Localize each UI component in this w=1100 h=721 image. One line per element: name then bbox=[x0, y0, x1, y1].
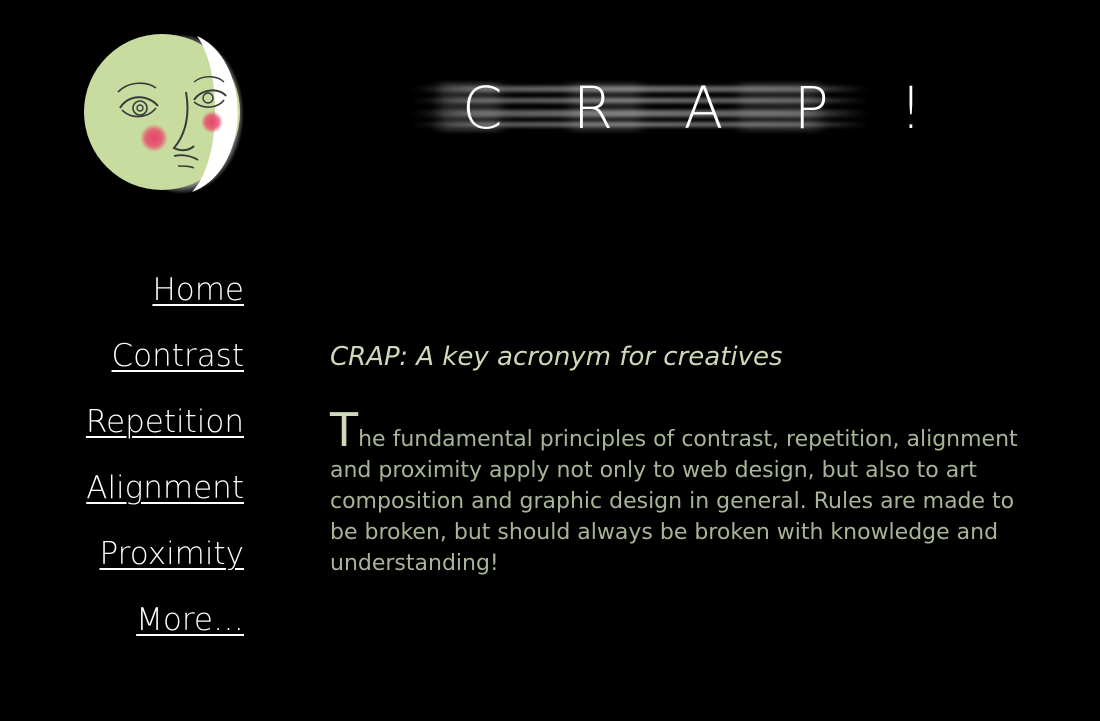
nav-link-more[interactable]: More… bbox=[136, 602, 244, 638]
title-banner bbox=[410, 72, 949, 144]
site-title: C R A P ! bbox=[462, 74, 949, 142]
page-heading: CRAP: A key acronym for creatives bbox=[330, 342, 783, 372]
nav-link-repetition[interactable]: Repetition bbox=[85, 404, 244, 440]
drop-cap: T bbox=[330, 403, 359, 457]
nav-link-alignment[interactable]: Alignment bbox=[86, 470, 244, 506]
nav-link-home[interactable]: Home bbox=[152, 272, 244, 308]
moon-face-icon bbox=[82, 30, 248, 196]
intro-paragraph-text: he fundamental principles of contrast, repetition, alignment and proximity apply not only to web design, but also to art composition and graphic design in general. Rules are made to be broken, but should always be broken with knowledge and understanding! bbox=[330, 427, 1018, 576]
intro-paragraph bbox=[330, 403, 1030, 579]
nav-link-proximity[interactable]: Proximity bbox=[99, 536, 244, 572]
site-logo[interactable] bbox=[82, 30, 248, 196]
nav-link-contrast[interactable]: Contrast bbox=[111, 338, 244, 374]
main-nav bbox=[40, 270, 244, 666]
